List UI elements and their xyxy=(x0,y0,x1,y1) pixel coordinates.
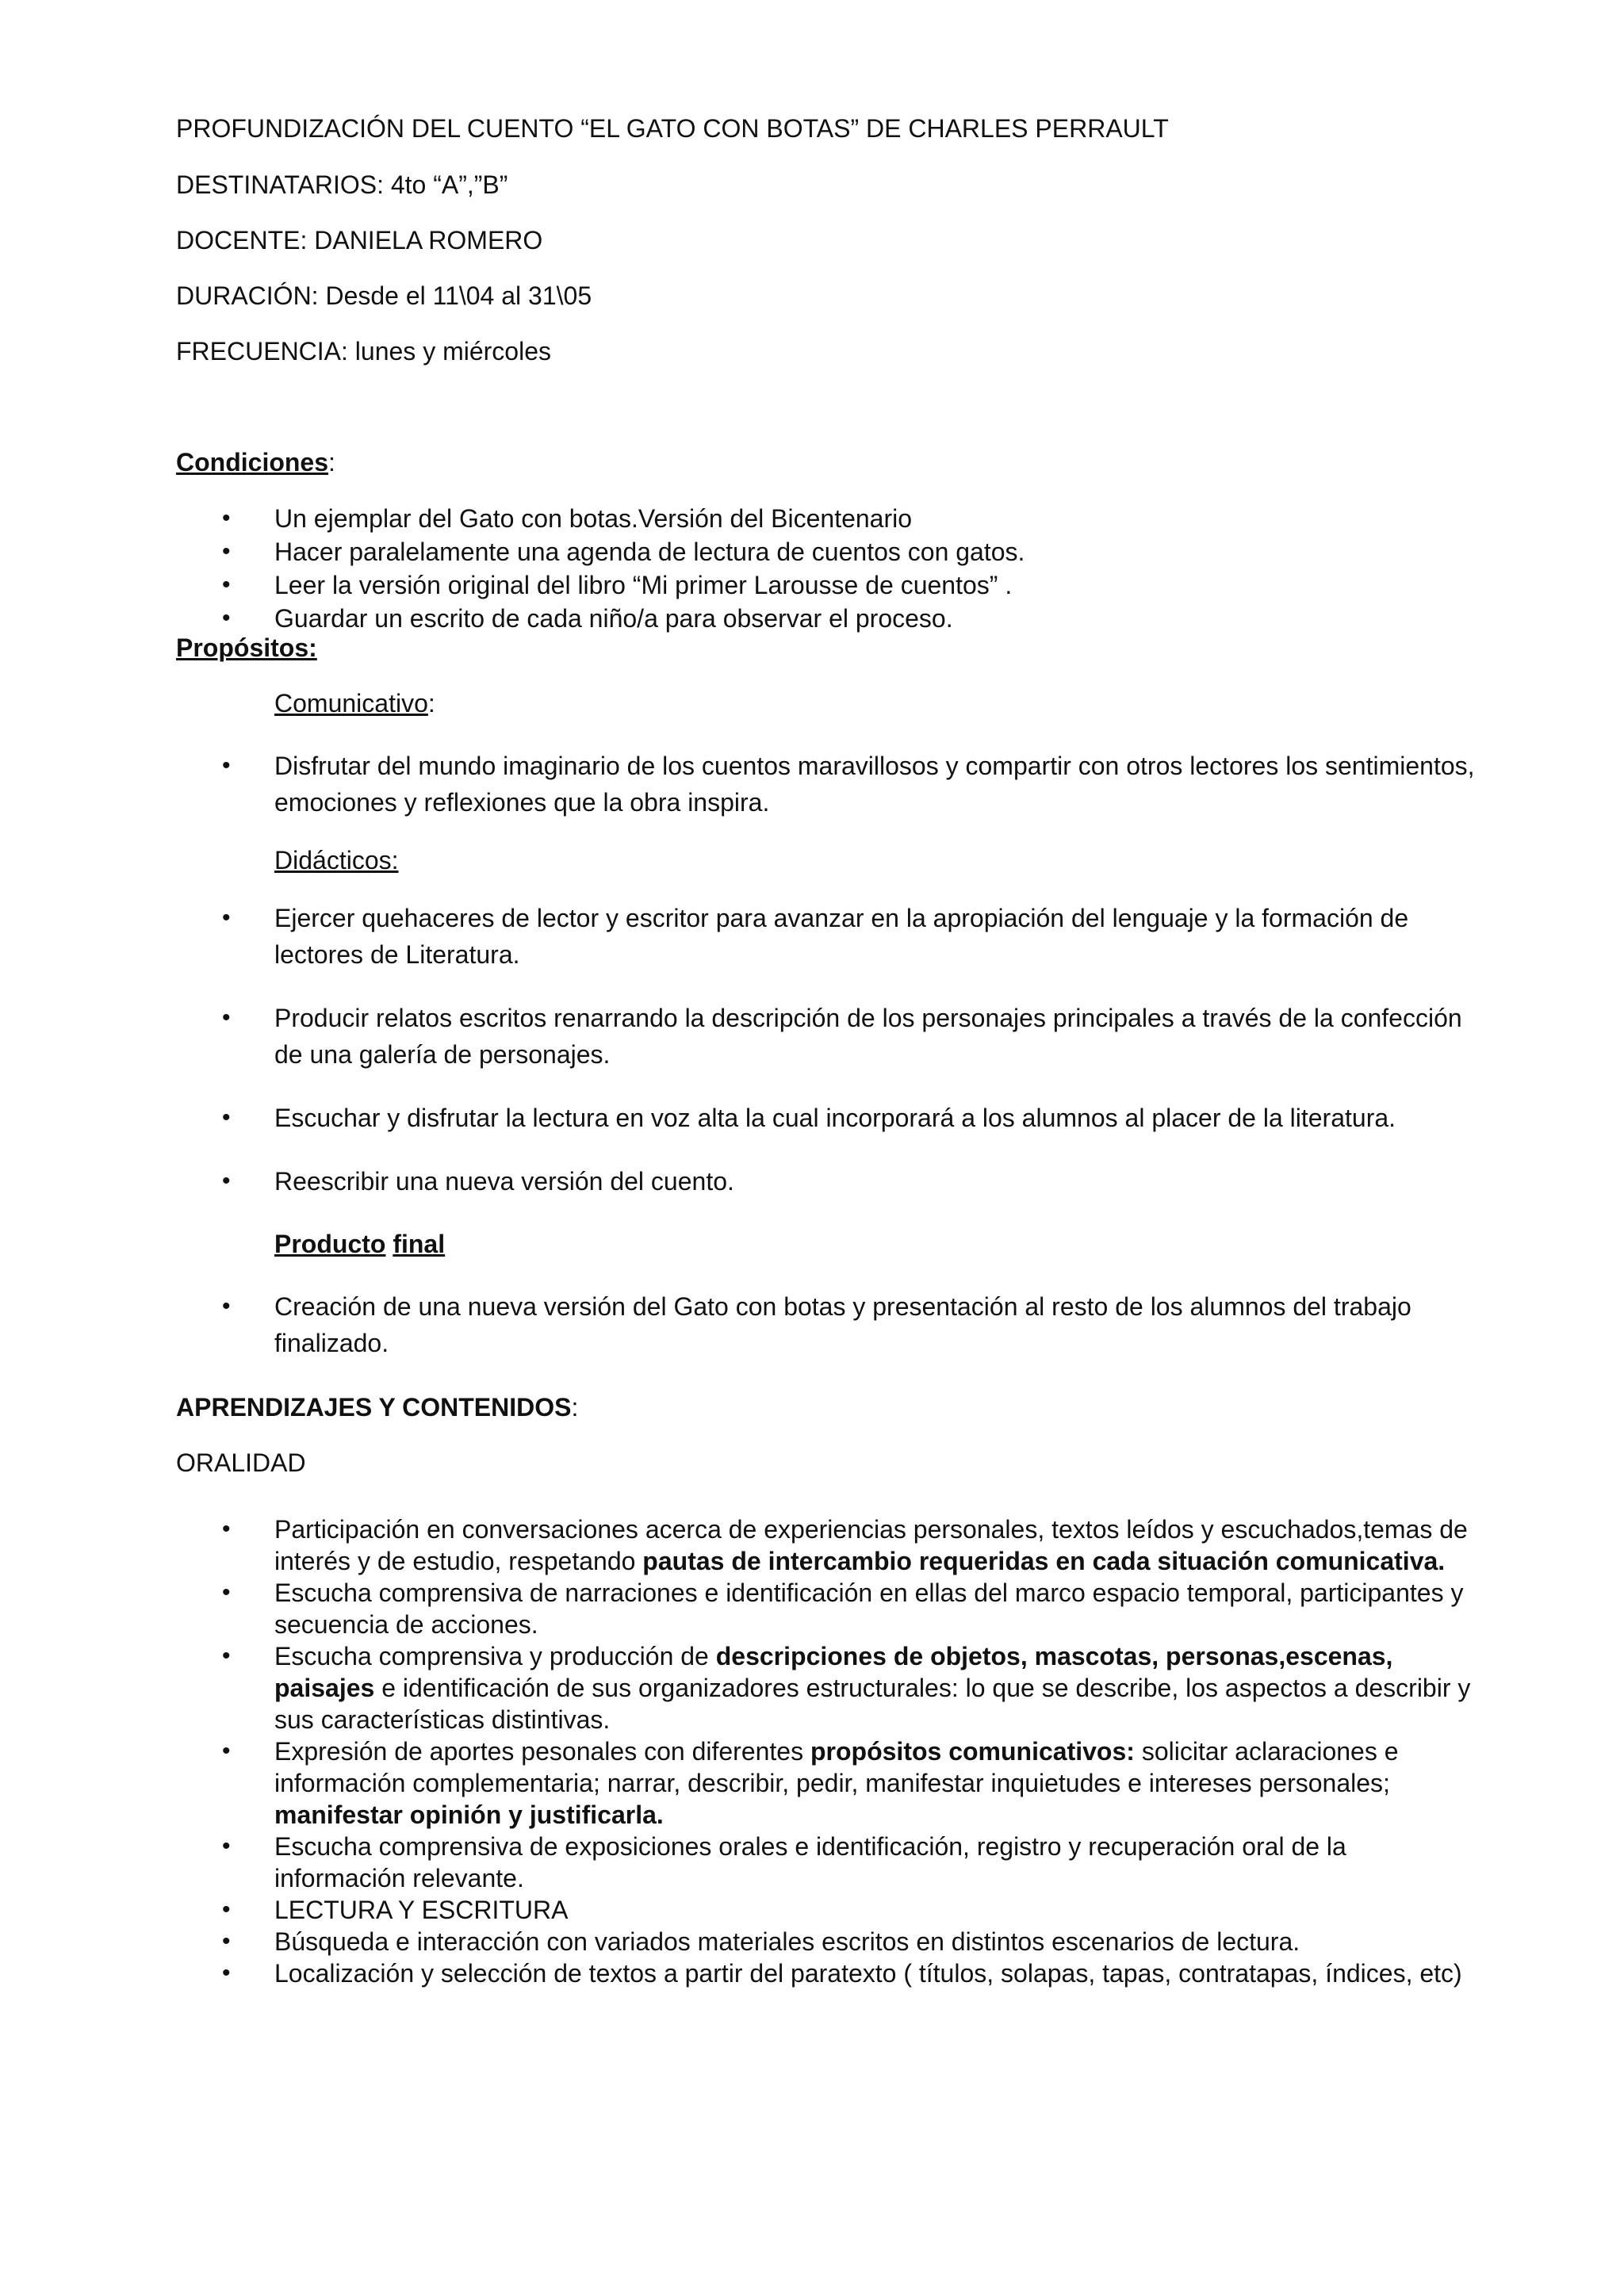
oralidad-heading: ORALIDAD xyxy=(176,1448,306,1477)
comunicativo-heading-text: Comunicativo xyxy=(274,689,428,718)
item-text: LECTURA Y ESCRITURA xyxy=(274,1896,569,1924)
list-item xyxy=(176,1640,1484,1735)
item-bold-text: propósitos comunicativos: xyxy=(810,1737,1135,1766)
list-item xyxy=(176,1957,1484,1989)
list-item: • Hacer paralelamente una agenda de lectura de cuentos con gatos. xyxy=(176,535,1484,568)
producto-list xyxy=(176,1288,1484,1361)
frecuencia-line: FRECUENCIA: lunes y miércoles xyxy=(176,337,551,365)
list-item xyxy=(176,1735,1484,1831)
producto-final-heading xyxy=(176,1228,1484,1260)
condiciones-heading xyxy=(176,446,1484,478)
item-text: Expresión de aportes pesonales con diferentes xyxy=(274,1737,810,1766)
item-text: Localización y selección de textos a partir del paratexto ( títulos, solapas, tapas, contratapas, índices, etc) xyxy=(274,1959,1462,1988)
item-text: Escucha comprensiva de exposiciones orales e identificación, registro y recuperación oral de la información relevante. xyxy=(274,1832,1346,1892)
item-bold-tail: manifestar opinión y justificarla. xyxy=(274,1800,664,1829)
duracion-line: DURACIÓN: Desde el 11\04 al 31\05 xyxy=(176,281,592,310)
item-bold-text: descripciones de objetos, mascotas, personas,escenas, paisajes xyxy=(274,1642,1393,1702)
item-bold-text: pautas de intercambio requeridas en cada situación comunicativa. xyxy=(642,1547,1446,1575)
didacticos-heading: Didácticos: xyxy=(274,846,399,874)
item-text: Escucha comprensiva de narraciones e identificación en ellas del marco espacio temporal, participantes y secuencia de acciones. xyxy=(274,1578,1464,1639)
list-item: • Disfrutar del mundo imaginario de los cuentos maravillosos y compartir con otros lectores los sentimientos, emociones y reflexiones que la obra inspira. xyxy=(176,748,1484,821)
list-item: • Ejercer quehaceres de lector y escritor para avanzar en la apropiación del lenguaje y la formación de lectores de Literatura. xyxy=(176,900,1484,973)
item-text-tail: solicitar aclaraciones e información complementaria; narrar, describir, pedir, manifestar inquietudes e intereses personales; xyxy=(274,1737,1399,1797)
list-item: • Un ejemplar del Gato con botas.Versión del Bicentenario xyxy=(176,502,1484,535)
list-item xyxy=(176,1577,1484,1640)
list-item: • Escuchar y disfrutar la lectura en voz alta la cual incorporará a los alumnos al placer de la literatura. xyxy=(176,1100,1484,1136)
item-text: Búsqueda e interacción con variados materiales escritos en distintos escenarios de lectura. xyxy=(274,1927,1300,1956)
item-text-tail: e identificación de sus organizadores estructurales: lo que se describe, los aspectos a describir y sus características distintivas. xyxy=(274,1674,1471,1734)
list-item xyxy=(176,1926,1484,1957)
list-item: • Guardar un escrito de cada niño/a para observar el proceso. xyxy=(176,602,1484,635)
destinatarios-line: DESTINATARIOS: 4to “A”,”B” xyxy=(176,170,508,199)
aprendizajes-heading xyxy=(176,1391,1484,1423)
condiciones-list xyxy=(176,502,1484,635)
docente-line: DOCENTE: DANIELA ROMERO xyxy=(176,226,543,254)
list-item: • Producir relatos escritos renarrando la descripción de los personajes principales a través de la confección de una galería de personajes. xyxy=(176,1000,1484,1073)
aprendizajes-list xyxy=(176,1513,1484,1989)
final-word: final xyxy=(393,1230,446,1258)
producto-word: Producto xyxy=(274,1230,386,1258)
propositos-heading: Propósitos: xyxy=(176,633,317,662)
list-item: • Reescribir una nueva versión del cuento. xyxy=(176,1163,1484,1200)
aprendizajes-heading-text: APRENDIZAJES Y CONTENIDOS xyxy=(176,1393,572,1422)
list-item xyxy=(176,1831,1484,1894)
item-text: Escucha comprensiva y producción de xyxy=(274,1642,716,1670)
list-item xyxy=(176,1513,1484,1577)
didacticos-list xyxy=(176,900,1484,1200)
document-title: PROFUNDIZACIÓN DEL CUENTO “EL GATO CON BOTAS” DE CHARLES PERRAULT xyxy=(176,114,1169,143)
list-item: • Creación de una nueva versión del Gato con botas y presentación al resto de los alumnos del trabajo finalizado. xyxy=(176,1288,1484,1361)
list-item xyxy=(176,1894,1484,1926)
comunicativo-heading xyxy=(176,687,1484,719)
list-item: • Leer la versión original del libro “Mi primer Larousse de cuentos” . xyxy=(176,568,1484,602)
comunicativo-list xyxy=(176,748,1484,821)
comunicativo-colon: : xyxy=(427,689,435,718)
condiciones-heading-text: Condiciones xyxy=(176,448,329,476)
document-page xyxy=(176,113,1484,1989)
condiciones-colon: : xyxy=(328,448,335,476)
aprendizajes-colon: : xyxy=(571,1393,579,1422)
item-text: Participación en conversaciones acerca de experiencias personales, textos leídos y escuchados,temas de interés y de estudio, respetando xyxy=(274,1515,1468,1575)
